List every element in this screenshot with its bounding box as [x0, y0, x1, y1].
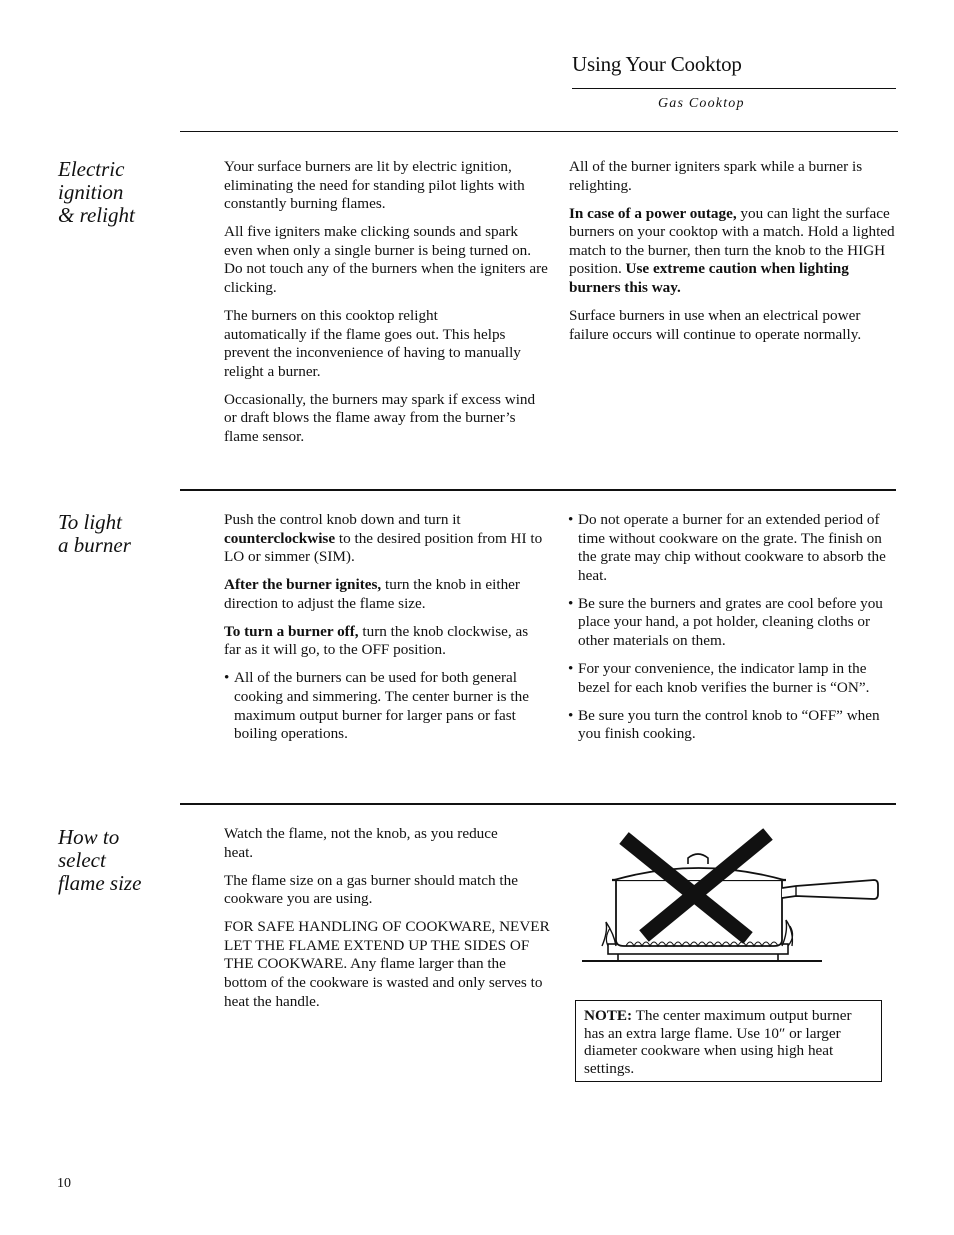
- paragraph-text: turn the knob clockwise, as far as it will go, to the OFF position.: [224, 622, 529, 659]
- paragraph-text: turn the knob in either direction to adjust the flame size.: [224, 576, 520, 612]
- note-text: The center maximum output burner has an extra large flame. Use 10″ or larger diameter cookware when using high heat settings.: [584, 1007, 852, 1077]
- section-title-line: a burner: [58, 533, 131, 557]
- bullet-item: [568, 660, 890, 697]
- flame-left-column: [224, 825, 550, 1021]
- bold-lead: In case of a power outage,: [569, 204, 737, 222]
- bullet-dot: •: [224, 669, 230, 687]
- section-title-line: select: [58, 848, 106, 872]
- page-number: 10: [57, 1176, 71, 1191]
- bullet-dot: •: [568, 511, 574, 528]
- note-label: NOTE:: [584, 1007, 633, 1024]
- bullet-item: [224, 669, 546, 743]
- note-box: [575, 1000, 882, 1082]
- section-title-line: ignition: [58, 180, 124, 204]
- ignition-right-column: [569, 158, 897, 354]
- paragraph: [224, 576, 546, 613]
- section-title-line: flame size: [58, 871, 142, 895]
- header-rule: [572, 88, 896, 89]
- bullet-dot: •: [568, 706, 574, 724]
- bullet-item: [568, 707, 890, 744]
- lid-knob: [688, 854, 708, 864]
- paragraph: [224, 623, 546, 660]
- paragraph-text: to the desired position from HI to LO or simmer (SIM).: [224, 529, 543, 566]
- light-left-column: [224, 511, 546, 753]
- bullet-text: Be sure you turn the control knob to “OFF” when you finish cooking.: [578, 706, 880, 743]
- page-title: Using Your Cooktop: [572, 52, 742, 76]
- header-divider: [180, 131, 898, 132]
- paragraph: Your surface burners are lit by electric ignition, eliminating the need for standing pilot lights with constantly burning flames.: [224, 158, 525, 213]
- paragraph: Occasionally, the burners may spark if excess wind or draft blows the flame away from the burner’s flame sensor.: [224, 390, 536, 445]
- bold-warning: Use extreme caution when lighting burners this way.: [569, 260, 849, 296]
- bullet-text: Be sure the burners and grates are cool before you place your hand, a pot holder, cleaning cloths or other materials on them.: [578, 594, 883, 649]
- bullet-text: Do not operate a burner for an extended period of time without cookware on the grate. The finish on the grate may chip without cookware to absorb the heat.: [578, 511, 886, 584]
- paragraph: Surface burners in use when an electrical power failure occurs will continue to operate normally.: [569, 306, 862, 343]
- paragraph: FOR SAFE HANDLING OF COOKWARE, NEVER LET THE FLAME EXTEND UP THE SIDES OF THE COOKWARE. Any flame larger than the bottom of the cookware is wasted and only serves to heat the handle.: [224, 918, 550, 1010]
- paragraph: All of the burner igniters spark while a burner is relighting.: [569, 158, 863, 194]
- section-divider: [180, 803, 896, 805]
- section-divider: [180, 489, 896, 491]
- ignition-left-column: [224, 158, 550, 456]
- paragraph: Watch the flame, not the knob, as you reduce heat.: [224, 825, 498, 861]
- section-title-line: Electric: [58, 157, 125, 181]
- bullet-dot: •: [568, 659, 574, 677]
- bullet-text: All of the burners can be used for both general cooking and simmering. The center burner is the maximum output burner for larger pans or fast boiling operations.: [234, 669, 529, 743]
- section-title-line: & relight: [58, 203, 135, 227]
- paragraph: All five igniters make clicking sounds and spark even when only a single burner is being turned on. Do not touch any of the burners when the igniters are clicking.: [224, 223, 548, 296]
- section-title-line: To light: [58, 510, 123, 534]
- paragraph-text: you can light the surface burners on your cooktop with a match. Hold a lighted match to the burner, then turn the knob to the HIGH position.: [569, 204, 895, 278]
- bold-lead: After the burner ignites,: [224, 576, 382, 594]
- bold-lead: To turn a burner off,: [224, 622, 359, 640]
- paragraph-text: Push the control knob down and turn it: [224, 511, 461, 528]
- power-outage-paragraph: [569, 205, 897, 298]
- section-title-ignition: [58, 158, 173, 227]
- flame-left: [602, 922, 616, 946]
- paragraph: The burners on this cooktop relight automatically if the flame goes out. This helps prevent the inconvenience of having to manually relight a burner.: [224, 306, 521, 380]
- light-right-column: [568, 511, 890, 753]
- bullet-item: [568, 595, 890, 651]
- paragraph: [224, 511, 546, 567]
- bold-term: counterclockwise: [224, 529, 336, 547]
- page-subtitle: Gas Cooktop: [658, 96, 745, 111]
- bullet-dot: •: [568, 594, 574, 612]
- bullet-item: [568, 511, 890, 585]
- pot-lid: [614, 868, 784, 880]
- section-title-light: [58, 511, 173, 557]
- section-title-flame: [58, 826, 173, 895]
- cookware-flame-illustration: [578, 828, 882, 966]
- section-title-line: How to: [58, 825, 120, 849]
- bullet-text: For your convenience, the indicator lamp in the bezel for each knob verifies the burner is “ON”.: [578, 659, 870, 696]
- paragraph: The flame size on a gas burner should match the cookware you are using.: [224, 871, 518, 908]
